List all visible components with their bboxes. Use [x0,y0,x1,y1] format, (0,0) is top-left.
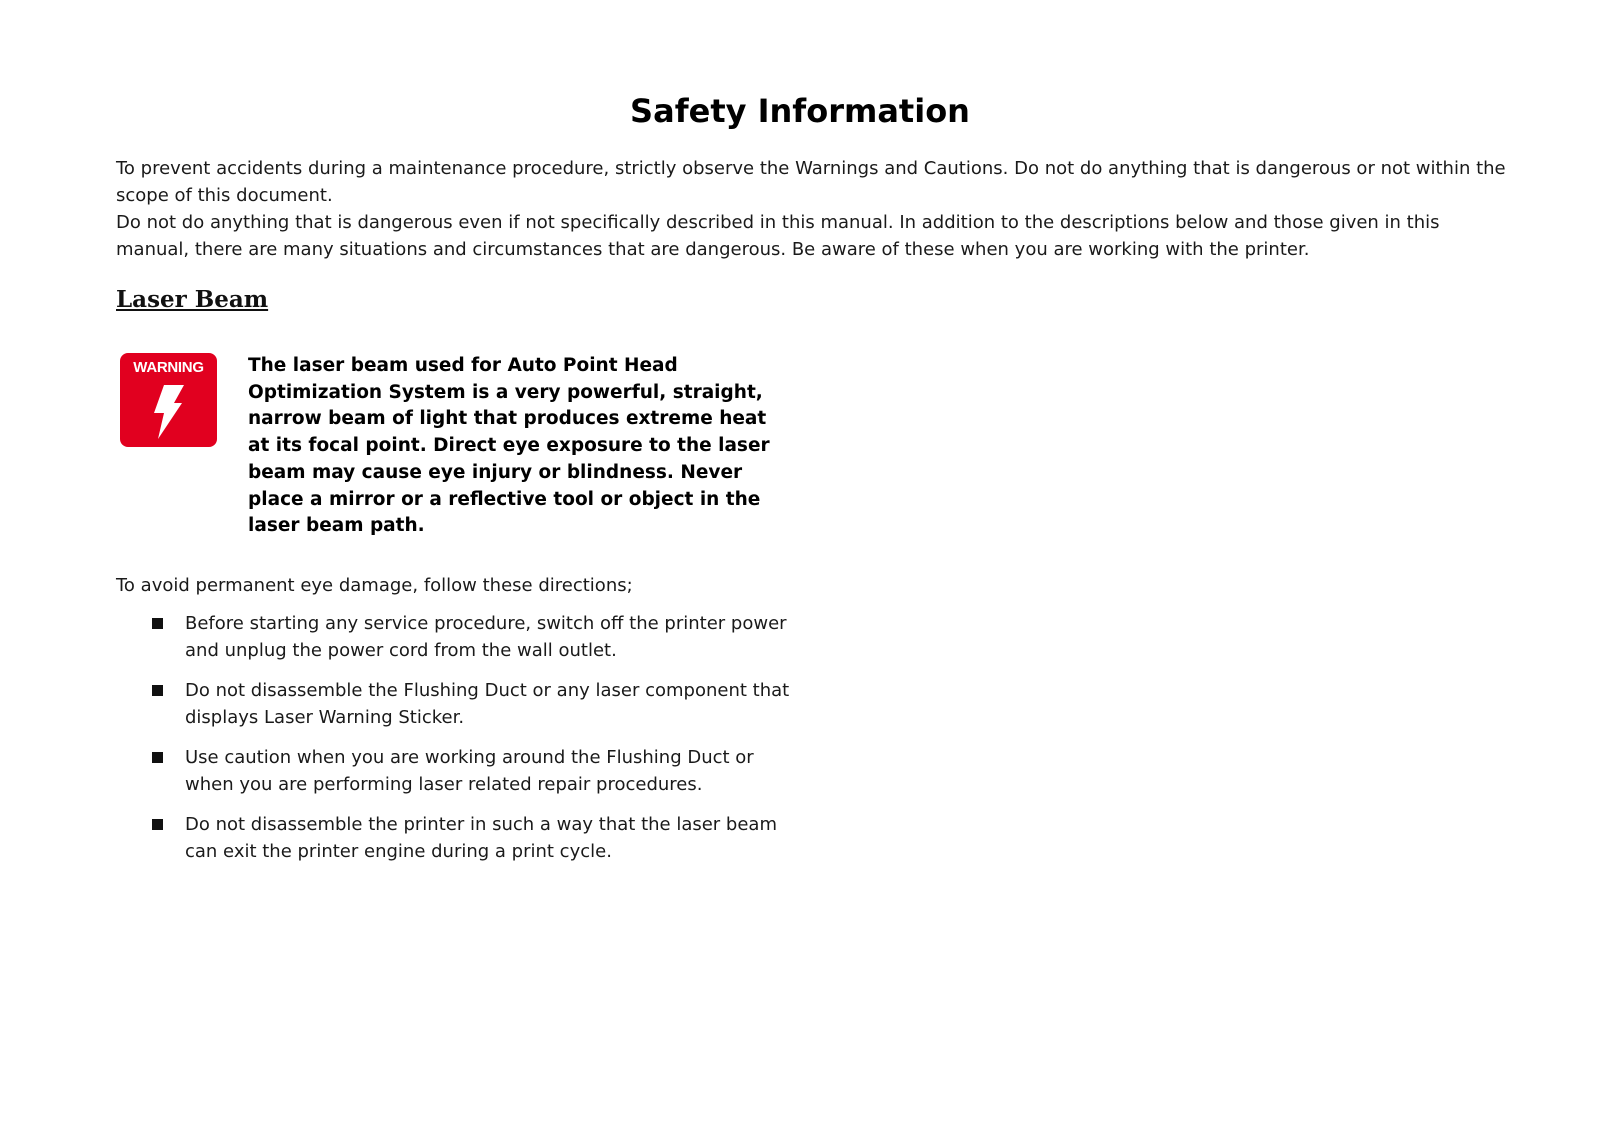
warning-lightning-icon [120,353,217,447]
square-bullet-icon [152,752,163,763]
list-item-text: Use caution when you are working around the Flushing Duct or when you are performing laser related repair procedures. [185,747,754,795]
list-item [150,610,790,664]
list-item [150,677,790,731]
intro-paragraph: Do not do anything that is dangerous even if not specifically described in this manual. In addition to the descriptions below and those given in this manual, there are many situations and circumstances that are dangerous. Be aware of these when you are working with the printer. [116,212,1440,260]
square-bullet-icon [152,819,163,830]
list-item-text: Do not disassemble the Flushing Duct or any laser component that displays Laser Warning Sticker. [185,680,790,728]
directions-list [150,610,790,878]
directions-lead: To avoid permanent eye damage, follow these directions; [116,575,633,596]
section-heading-laser-beam: Laser Beam [116,286,269,313]
list-item [150,811,790,865]
list-item-text: Before starting any service procedure, switch off the printer power and unplug the power cord from the wall outlet. [185,613,787,661]
intro-paragraph: To prevent accidents during a maintenance procedure, strictly observe the Warnings and Cautions. Do not do anything that is dangerous or not within the scope of this document. [116,158,1506,206]
list-item [150,744,790,798]
intro-text [116,155,1506,263]
list-item-text: Do not disassemble the printer in such a way that the laser beam can exit the printer engine during a print cycle. [185,814,777,862]
lightning-bolt-icon [144,383,192,441]
square-bullet-icon [152,685,163,696]
warning-icon-label: WARNING [133,359,204,376]
square-bullet-icon [152,618,163,629]
page-title: Safety Information [630,92,970,130]
warning-text: The laser beam used for Auto Point Head Optimization System is a very powerful, straight, narrow beam of light that produces extreme heat at its focal point. Direct eye exposure to the laser beam may cause eye injury or blindness. Never place a mirror or a reflective tool or object in the laser beam path. [248,355,770,537]
